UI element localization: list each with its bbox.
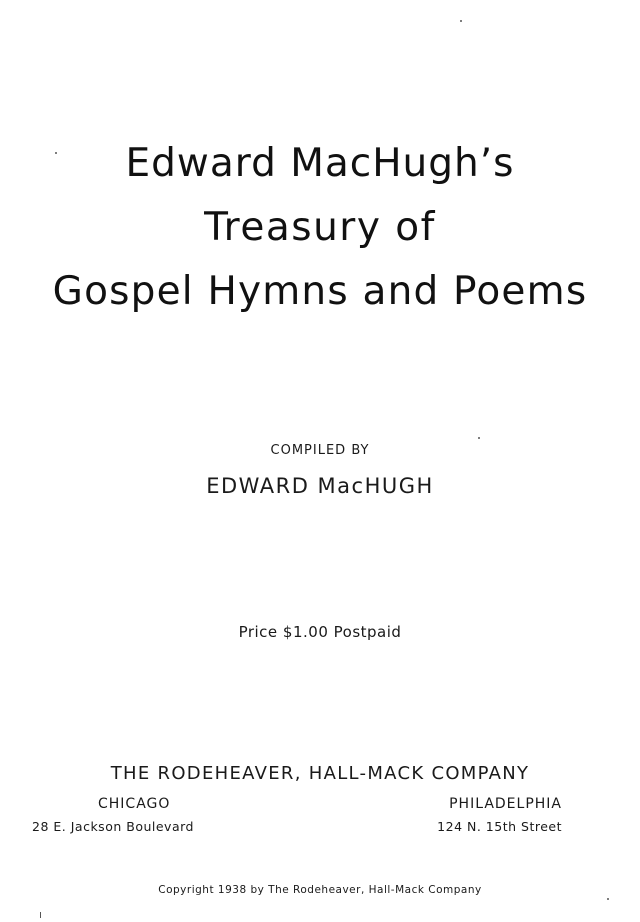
philadelphia-city: PHILADELPHIA — [449, 796, 562, 812]
publisher-name: THE RODEHEAVER, HALL-MACK COMPANY — [110, 763, 530, 784]
title-line-3: Gospel Hymns and Poems — [52, 269, 588, 314]
paper-speck — [607, 898, 609, 900]
philadelphia-address: 124 N. 15th Street — [437, 819, 562, 834]
paper-speck — [55, 152, 57, 154]
compiler-name: EDWARD MacHUGH — [206, 474, 434, 498]
chicago-address: 28 E. Jackson Boulevard — [32, 819, 194, 834]
title-line-1: Edward MacHugh’s — [125, 141, 515, 186]
compiled-by-label: COMPILED BY — [270, 443, 370, 458]
chicago-city: CHICAGO — [98, 796, 171, 812]
publisher-chicago-office — [32, 796, 252, 834]
paper-speck — [478, 437, 480, 439]
price-text: Price $1.00 Postpaid — [238, 623, 402, 641]
title-line-2: Treasury of — [204, 205, 436, 250]
paper-speck — [40, 912, 41, 918]
publisher-philadelphia-office — [342, 796, 562, 834]
paper-speck — [460, 20, 462, 22]
copyright-notice: Copyright 1938 by The Rodeheaver, Hall-Mack Company — [158, 884, 482, 896]
